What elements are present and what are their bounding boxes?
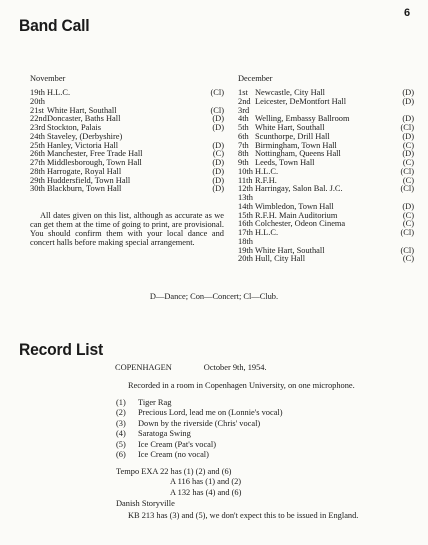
schedule-code: (D) (402, 114, 414, 124)
track-item (116, 450, 283, 460)
schedule-row (30, 185, 224, 194)
schedule-day: 10th (238, 166, 253, 176)
release-line: A 132 has (4) and (6) (170, 487, 242, 497)
schedule-code: (Cl) (400, 123, 414, 132)
schedule-day: 17th (238, 228, 253, 237)
schedule-venue: Harringay, Salon Bal. J.C. (255, 184, 343, 194)
schedule-day: 15th (238, 210, 253, 220)
schedule-row (238, 229, 414, 238)
schedule-venue: Harrogate, Royal Hall (47, 166, 122, 176)
schedule-code: (D) (402, 201, 414, 211)
schedule-venue: White Hart, Southall (255, 245, 325, 255)
schedule-day: 7th (238, 140, 249, 150)
schedule-venue: Staveley, (Derbyshire) (47, 131, 123, 141)
schedule-day: 24th (30, 131, 45, 141)
schedule-day: 4th (238, 114, 249, 124)
schedule-code: (Cl) (210, 105, 224, 115)
schedule-code: (C) (402, 158, 414, 167)
schedule-venue: H.L.C. (47, 88, 71, 97)
danish-label: Danish Storyville (116, 499, 175, 508)
schedule-day: 22nd (30, 114, 47, 124)
schedule-venue: Doncaster, Baths Hall (47, 114, 121, 124)
schedule-day: 12th (238, 184, 253, 194)
schedule-day: 20th (238, 254, 253, 264)
schedule-venue: Hull, City Hall (255, 254, 306, 264)
track-item (116, 429, 283, 439)
schedule-code: (D) (402, 96, 414, 106)
schedule-code: (Cl) (400, 228, 414, 237)
schedule-code: (Cl) (210, 88, 224, 97)
track-title: Saratoga Swing (138, 429, 191, 439)
november-heading: November (30, 74, 66, 83)
schedule-day: 2nd (238, 96, 251, 106)
track-number: (6) (116, 450, 126, 460)
schedule-venue: White Hart, Southall (47, 105, 117, 115)
schedule-venue: Middlesborough, Town Hall (47, 158, 142, 167)
schedule-code: (D) (402, 88, 414, 97)
track-title: Precious Lord, lead me on (Lonnie's vocal) (138, 408, 283, 418)
schedule-code: (Cl) (400, 245, 414, 255)
schedule-day: 3rd (238, 105, 250, 115)
schedule-code: (D) (212, 123, 224, 132)
schedule-day: 19th (30, 88, 45, 97)
schedule-day: 11th (238, 175, 253, 185)
schedule-venue: Colchester, Odeon Cinema (255, 219, 346, 229)
track-item (116, 408, 283, 418)
schedule-venue: White Hart, Southall (255, 123, 325, 132)
schedule-day: 18th (238, 236, 253, 246)
track-item (116, 440, 283, 450)
track-title: Tiger Rag (138, 398, 172, 407)
schedule-venue: Stockton, Palais (47, 123, 101, 132)
provisional-dates-note: All dates given on this list, although as accurate as we can get them at the time of going to print, are provisional. You should confirm them with your local dance and concert halls before making special arrangement. (30, 211, 224, 247)
schedule-day: 27th (30, 158, 45, 167)
page-number: 6 (404, 7, 411, 19)
schedule-day: 28th (30, 166, 45, 176)
schedule-code: (D) (212, 175, 224, 185)
schedule-code: (Cl) (400, 166, 414, 176)
schedule-code: (C) (402, 219, 414, 229)
release-line: A 116 has (1) and (2) (170, 477, 242, 487)
schedule-venue: Nottingham, Queens Hall (255, 149, 341, 159)
schedule-day: 13th (238, 193, 253, 202)
schedule-day: 6th (238, 131, 249, 141)
schedule-day: 19th (238, 245, 253, 255)
schedule-code: (D) (212, 140, 224, 150)
schedule-code: (D) (212, 158, 224, 167)
schedule-venue: Leicester, DeMontfort Hall (255, 96, 347, 106)
schedule-venue: Newcastle, City Hall (255, 88, 326, 97)
schedule-day: 16th (238, 219, 253, 229)
schedule-code: (C) (402, 175, 414, 185)
december-heading: December (238, 74, 273, 83)
schedule-venue: R.F.H. (255, 175, 277, 185)
schedule-code: (C) (402, 140, 414, 150)
schedule-day: 1st (238, 88, 248, 97)
band-call-heading: Band Call (19, 16, 90, 35)
schedule-legend: D—Dance; Con—Concert; Cl—Club. (149, 292, 279, 301)
schedule-venue: H.L.C. (255, 228, 279, 237)
schedule-day: 5th (238, 123, 249, 132)
schedule-venue: H.L.C. (255, 166, 279, 176)
schedule-venue: Huddersfield, Town Hall (47, 175, 131, 185)
track-title: Ice Cream (Pat's vocal) (138, 439, 217, 449)
schedule-day: 30th (30, 184, 45, 194)
schedule-venue: Blackburn, Town Hall (47, 184, 122, 194)
session-place: COPENHAGEN (115, 363, 172, 372)
schedule-venue: Birmingham, Town Hall (255, 140, 337, 150)
schedule-code: (D) (402, 131, 414, 141)
schedule-venue: Hanley, Victoria Hall (47, 140, 119, 150)
december-schedule (238, 89, 414, 264)
schedule-code: (D) (212, 184, 224, 194)
record-list-heading: Record List (19, 340, 104, 359)
november-schedule (30, 89, 224, 194)
track-number: (2) (116, 408, 126, 418)
schedule-code: (D) (402, 149, 414, 159)
track-number: (4) (116, 429, 126, 439)
schedule-day: 9th (238, 158, 249, 167)
schedule-venue: Leeds, Town Hall (255, 158, 315, 167)
session-header (115, 363, 267, 373)
schedule-day: 20th (30, 96, 45, 106)
schedule-day: 26th (30, 149, 45, 159)
track-title: Ice Cream (no vocal) (138, 450, 209, 460)
track-title: Down by the riverside (Chris' vocal) (138, 418, 261, 428)
schedule-code: (C) (402, 254, 414, 264)
track-number: (1) (116, 398, 126, 407)
track-number: (3) (116, 418, 126, 428)
schedule-row (238, 185, 414, 194)
schedule-venue: Scunthorpe, Drill Hall (255, 131, 330, 141)
schedule-day: 29th (30, 175, 45, 185)
schedule-day: 8th (238, 149, 249, 159)
session-date: October 9th, 1954. (203, 363, 267, 372)
schedule-day: 23rd (30, 123, 46, 132)
schedule-day: 25th (30, 140, 45, 150)
schedule-day: 21st (30, 105, 44, 115)
schedule-code: (Cl) (400, 184, 414, 194)
schedule-code: (D) (212, 166, 224, 176)
schedule-row (238, 98, 414, 107)
schedule-venue: Wimbledon, Town Hall (255, 201, 334, 211)
recording-note: Recorded in a room in Copenhagen University, on one microphone. (128, 381, 355, 390)
release-list (116, 467, 241, 498)
schedule-venue: Welling, Embassy Ballroom (255, 114, 350, 124)
track-item (116, 398, 283, 408)
schedule-venue: R.F.H. Main Auditorium (255, 210, 338, 220)
danish-release-note: KB 213 has (3) and (5), we don't expect this to be issued in England. (128, 511, 359, 520)
release-line: Tempo EXA 22 has (1) (2) and (6) (116, 467, 232, 476)
track-list (116, 398, 283, 460)
track-number: (5) (116, 439, 126, 449)
schedule-code: (C) (402, 210, 414, 220)
schedule-day: 14th (238, 201, 253, 211)
schedule-code: (D) (212, 114, 224, 124)
schedule-row (30, 89, 224, 98)
schedule-code: (C) (212, 149, 224, 159)
schedule-row (238, 255, 414, 264)
schedule-venue: Manchester, Free Trade Hall (47, 149, 143, 159)
track-item (116, 419, 283, 429)
